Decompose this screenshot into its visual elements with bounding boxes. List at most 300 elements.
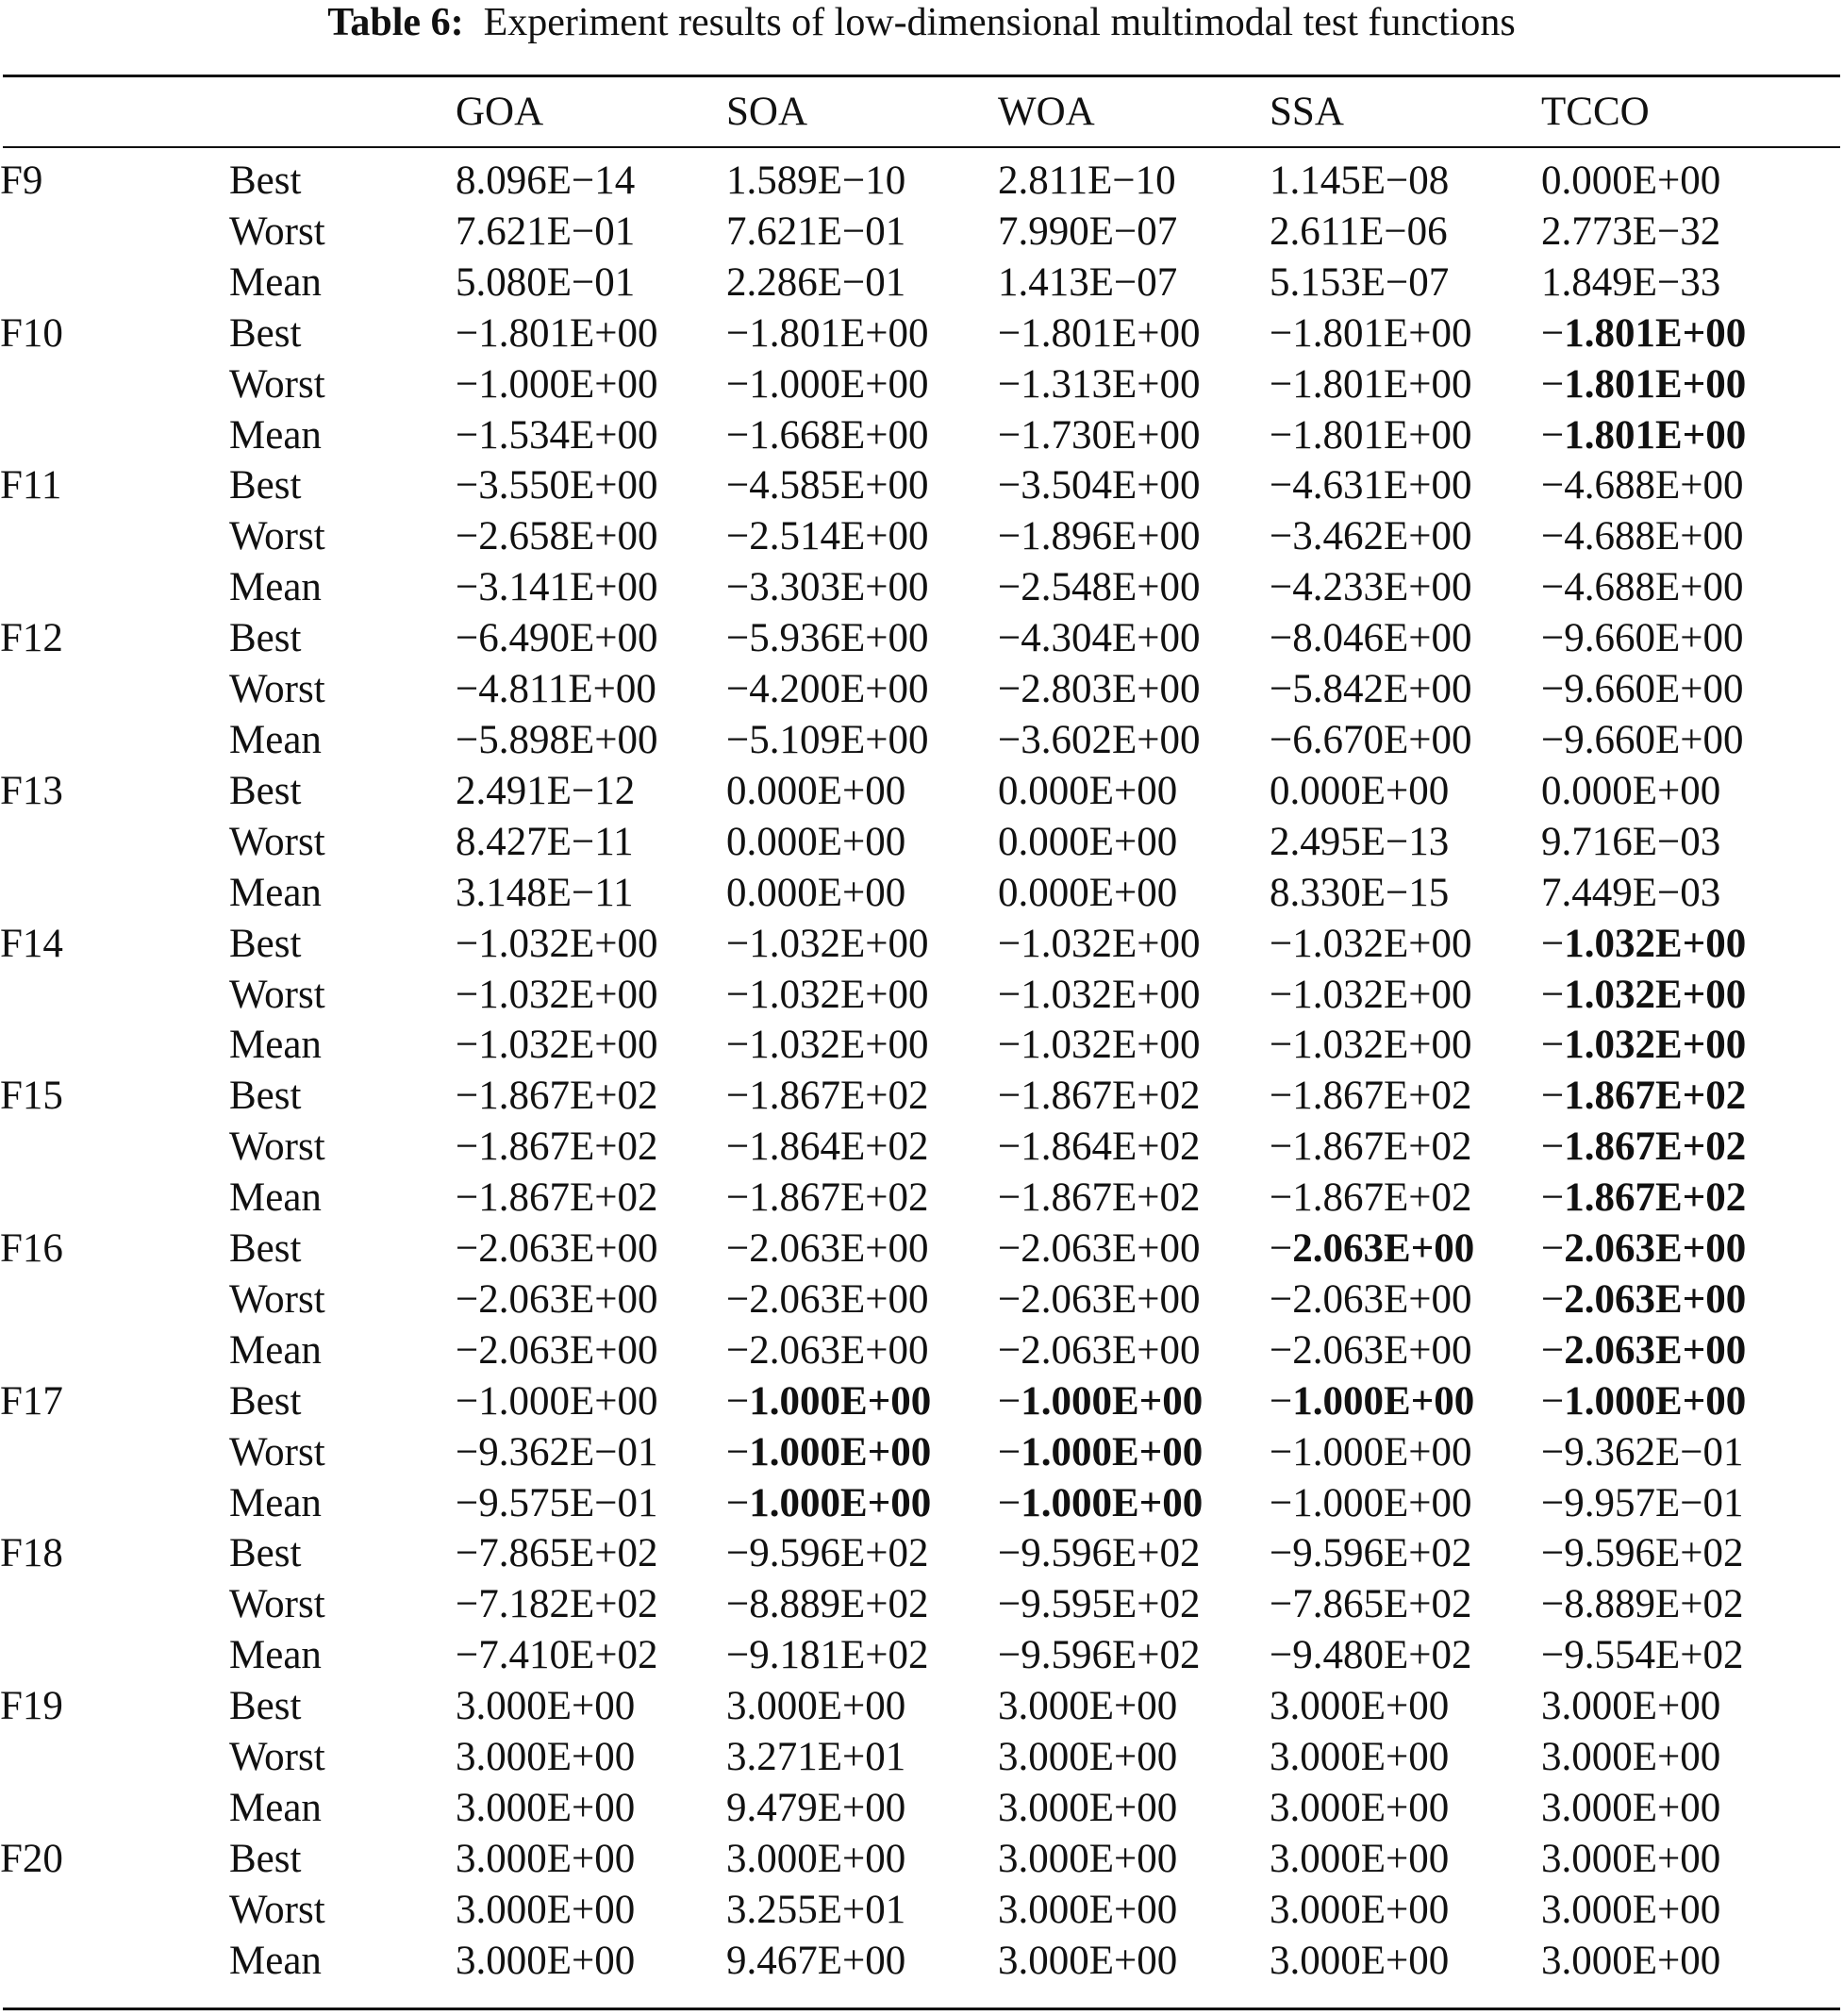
table-row	[0, 207, 1843, 258]
value-cell-tcco: 9.716E−03	[1541, 819, 1721, 864]
table-row	[0, 1783, 1843, 1834]
value-cell-ssa: −1.000E+00	[1270, 1480, 1472, 1525]
value-cell-woa: −1.867E+02	[998, 1074, 1201, 1119]
table-row	[0, 1681, 1843, 1732]
column-header-woa: WOA	[998, 90, 1095, 134]
table-row	[0, 1122, 1843, 1173]
stat-label: Worst	[229, 1582, 325, 1627]
column-header-function	[0, 77, 229, 146]
value-cell-woa: −1.032E+00	[998, 972, 1201, 1017]
value-cell-woa: −1.032E+00	[998, 921, 1201, 966]
value-cell-soa: −1.864E+02	[726, 1125, 929, 1170]
function-label: F18	[0, 1531, 63, 1576]
value-cell-woa: −1.313E+00	[998, 361, 1201, 407]
function-label	[0, 868, 229, 919]
value-cell-tcco: −1.801E+00	[1541, 361, 1747, 407]
value-cell-soa: −1.000E+00	[726, 1429, 932, 1475]
table-row	[0, 1936, 1843, 1987]
value-cell-tcco: 0.000E+00	[1541, 768, 1721, 813]
stat-label: Best	[229, 616, 302, 661]
table-row	[0, 258, 1843, 308]
function-label	[0, 715, 229, 766]
value-cell-soa: −1.032E+00	[726, 972, 929, 1017]
value-cell-goa: −2.063E+00	[456, 1327, 658, 1373]
table-row	[0, 1427, 1843, 1478]
value-cell-soa: 0.000E+00	[726, 870, 906, 915]
table-row	[0, 562, 1843, 613]
value-cell-goa: −4.811E+00	[456, 667, 656, 712]
function-label	[0, 1020, 229, 1071]
value-cell-ssa: −1.867E+02	[1270, 1175, 1472, 1221]
table-row	[0, 817, 1843, 868]
table-caption	[0, 0, 1843, 45]
results-table-header	[0, 77, 1843, 146]
value-cell-soa: −1.668E+00	[726, 412, 929, 458]
value-cell-tcco: 7.449E−03	[1541, 870, 1721, 915]
value-cell-soa: 0.000E+00	[726, 819, 906, 864]
value-cell-woa: 1.413E−07	[998, 259, 1178, 305]
table-row	[0, 1020, 1843, 1071]
value-cell-woa: 3.000E+00	[998, 1836, 1178, 1881]
stat-label: Worst	[229, 514, 325, 559]
value-cell-ssa: 3.000E+00	[1270, 1786, 1450, 1830]
value-cell-goa: 5.080E−01	[456, 259, 636, 305]
stat-label: Best	[229, 768, 302, 813]
table-row	[0, 868, 1843, 919]
table-row	[0, 1224, 1843, 1275]
value-cell-soa: −8.889E+02	[726, 1582, 929, 1627]
value-cell-soa: −9.181E+02	[726, 1633, 929, 1678]
stat-label: Mean	[229, 1786, 322, 1830]
value-cell-soa: 9.479E+00	[726, 1786, 906, 1830]
value-cell-ssa: −1.000E+00	[1270, 1429, 1472, 1475]
value-cell-goa: −3.141E+00	[456, 565, 658, 610]
table-row	[0, 1173, 1843, 1224]
function-label	[0, 1427, 229, 1478]
value-cell-soa: −1.032E+00	[726, 1023, 929, 1068]
value-cell-woa: −2.063E+00	[998, 1327, 1201, 1373]
value-cell-soa: −4.585E+00	[726, 463, 929, 508]
stat-label: Mean	[229, 565, 322, 610]
value-cell-ssa: 3.000E+00	[1270, 1836, 1450, 1881]
value-cell-goa: −7.182E+02	[456, 1582, 658, 1627]
stat-label: Mean	[229, 870, 322, 915]
value-cell-goa: −1.867E+02	[456, 1074, 658, 1119]
function-label: F16	[0, 1226, 63, 1272]
function-label	[0, 970, 229, 1021]
stat-label: Mean	[229, 1938, 322, 1983]
value-cell-woa: 3.000E+00	[998, 1786, 1178, 1830]
value-cell-tcco: −4.688E+00	[1541, 463, 1744, 508]
value-cell-ssa: −9.480E+02	[1270, 1633, 1472, 1678]
stat-label: Worst	[229, 1429, 325, 1475]
value-cell-tcco: −9.660E+00	[1541, 616, 1744, 661]
function-label	[0, 1275, 229, 1325]
value-cell-tcco: −1.000E+00	[1541, 1378, 1747, 1424]
function-label	[0, 817, 229, 868]
value-cell-ssa: −1.801E+00	[1270, 310, 1472, 356]
function-label	[0, 562, 229, 613]
header-rule	[3, 146, 1840, 148]
table-row	[0, 1885, 1843, 1936]
function-label	[0, 1630, 229, 1681]
value-cell-goa: −1.867E+02	[456, 1175, 658, 1221]
table-row	[0, 156, 1843, 207]
function-label	[0, 1173, 229, 1224]
column-header-tcco: TCCO	[1541, 90, 1650, 134]
value-cell-woa: −2.803E+00	[998, 667, 1201, 712]
table-row	[0, 613, 1843, 664]
function-label	[0, 258, 229, 308]
value-cell-ssa: −4.233E+00	[1270, 565, 1472, 610]
value-cell-tcco: 0.000E+00	[1541, 158, 1721, 203]
value-cell-soa: 0.000E+00	[726, 768, 906, 813]
stat-label: Best	[229, 1378, 302, 1424]
stat-label: Best	[229, 1531, 302, 1576]
value-cell-tcco: 3.000E+00	[1541, 1684, 1721, 1729]
value-cell-ssa: 2.611E−06	[1270, 208, 1448, 254]
column-header-stat	[229, 77, 456, 146]
value-cell-goa: −2.658E+00	[456, 514, 658, 559]
value-cell-soa: −1.867E+02	[726, 1074, 929, 1119]
table-row	[0, 1275, 1843, 1325]
stat-label: Mean	[229, 1480, 322, 1525]
function-label: F15	[0, 1074, 63, 1119]
value-cell-tcco: 3.000E+00	[1541, 1836, 1721, 1881]
value-cell-soa: −4.200E+00	[726, 667, 929, 712]
value-cell-ssa: 5.153E−07	[1270, 259, 1450, 305]
value-cell-soa: −2.514E+00	[726, 514, 929, 559]
function-label	[0, 511, 229, 562]
value-cell-ssa: −1.801E+00	[1270, 412, 1472, 458]
value-cell-soa: −2.063E+00	[726, 1327, 929, 1373]
value-cell-tcco: −4.688E+00	[1541, 514, 1744, 559]
function-label	[0, 1478, 229, 1529]
stat-label: Worst	[229, 361, 325, 407]
value-cell-woa: −3.602E+00	[998, 717, 1201, 762]
value-cell-soa: −2.063E+00	[726, 1276, 929, 1322]
value-cell-woa: −2.063E+00	[998, 1276, 1201, 1322]
value-cell-woa: 2.811E−10	[998, 158, 1176, 203]
value-cell-woa: −1.032E+00	[998, 1023, 1201, 1068]
function-label: F13	[0, 768, 63, 813]
table-row	[0, 1071, 1843, 1122]
function-label: F17	[0, 1378, 63, 1424]
value-cell-goa: 3.000E+00	[456, 1786, 636, 1830]
value-cell-ssa: 3.000E+00	[1270, 1735, 1450, 1780]
value-cell-woa: −1.864E+02	[998, 1125, 1201, 1170]
stat-label: Best	[229, 921, 302, 966]
function-label	[0, 1732, 229, 1783]
value-cell-tcco: −1.867E+02	[1541, 1175, 1747, 1221]
value-cell-soa: 9.467E+00	[726, 1938, 906, 1983]
value-cell-ssa: 3.000E+00	[1270, 1684, 1450, 1729]
value-cell-tcco: −1.867E+02	[1541, 1074, 1747, 1119]
stat-label: Best	[229, 310, 302, 356]
function-label: F11	[0, 463, 62, 508]
stat-label: Best	[229, 1836, 302, 1881]
table-row	[0, 460, 1843, 511]
table-caption-label: Table 6:	[327, 1, 464, 44]
value-cell-woa: −1.000E+00	[998, 1429, 1204, 1475]
stat-label: Mean	[229, 259, 322, 305]
value-cell-tcco: −1.801E+00	[1541, 310, 1747, 356]
value-cell-woa: 3.000E+00	[998, 1938, 1178, 1983]
value-cell-woa: −2.063E+00	[998, 1226, 1201, 1272]
value-cell-goa: 3.000E+00	[456, 1735, 636, 1780]
value-cell-ssa: −2.063E+00	[1270, 1327, 1472, 1373]
function-label	[0, 359, 229, 410]
table-row	[0, 410, 1843, 461]
function-label	[0, 1325, 229, 1376]
column-header-soa: SOA	[726, 90, 808, 134]
value-cell-tcco: −9.362E−01	[1541, 1429, 1744, 1475]
function-label: F20	[0, 1836, 63, 1881]
value-cell-soa: −5.109E+00	[726, 717, 929, 762]
value-cell-goa: 8.096E−14	[456, 158, 636, 203]
column-header-goa: GOA	[456, 90, 544, 134]
value-cell-soa: −1.000E+00	[726, 1480, 932, 1525]
stat-label: Worst	[229, 1276, 325, 1322]
bottom-rule	[3, 2008, 1840, 2010]
stat-label: Worst	[229, 208, 325, 254]
function-label	[0, 1783, 229, 1834]
value-cell-ssa: −9.596E+02	[1270, 1531, 1472, 1576]
value-cell-woa: −2.548E+00	[998, 565, 1201, 610]
value-cell-goa: −2.063E+00	[456, 1226, 658, 1272]
table-row	[0, 766, 1843, 817]
stat-label: Worst	[229, 1735, 325, 1780]
value-cell-goa: 7.621E−01	[456, 208, 636, 254]
value-cell-woa: −1.867E+02	[998, 1175, 1201, 1221]
value-cell-ssa: 2.495E−13	[1270, 819, 1450, 864]
value-cell-ssa: 1.145E−08	[1270, 158, 1450, 203]
value-cell-goa: −1.801E+00	[456, 310, 658, 356]
table-row	[0, 308, 1843, 359]
stat-label: Best	[229, 1684, 302, 1729]
value-cell-tcco: −9.554E+02	[1541, 1633, 1744, 1678]
value-cell-ssa: −4.631E+00	[1270, 463, 1472, 508]
value-cell-woa: −9.596E+02	[998, 1531, 1201, 1576]
table-row	[0, 1732, 1843, 1783]
table-row	[0, 1376, 1843, 1427]
value-cell-tcco: −1.032E+00	[1541, 972, 1747, 1017]
value-cell-woa: 3.000E+00	[998, 1887, 1178, 1932]
value-cell-tcco: −9.660E+00	[1541, 717, 1744, 762]
stat-label: Mean	[229, 717, 322, 762]
value-cell-ssa: −6.670E+00	[1270, 717, 1472, 762]
value-cell-ssa: −1.032E+00	[1270, 1023, 1472, 1068]
value-cell-tcco: −2.063E+00	[1541, 1276, 1747, 1322]
stat-label: Worst	[229, 819, 325, 864]
value-cell-woa: −4.304E+00	[998, 616, 1201, 661]
value-cell-goa: −5.898E+00	[456, 717, 658, 762]
stat-label: Mean	[229, 412, 322, 458]
value-cell-soa: −2.063E+00	[726, 1226, 929, 1272]
table-row	[0, 1528, 1843, 1579]
function-label: F10	[0, 310, 63, 356]
table-row	[0, 1630, 1843, 1681]
value-cell-tcco: −2.063E+00	[1541, 1226, 1747, 1272]
function-label: F12	[0, 616, 63, 661]
value-cell-woa: −1.000E+00	[998, 1378, 1204, 1424]
value-cell-tcco: −9.596E+02	[1541, 1531, 1744, 1576]
value-cell-tcco: −8.889E+02	[1541, 1582, 1744, 1627]
stat-label: Mean	[229, 1023, 322, 1068]
value-cell-tcco: −2.063E+00	[1541, 1327, 1747, 1373]
value-cell-woa: −3.504E+00	[998, 463, 1201, 508]
stat-label: Mean	[229, 1175, 322, 1221]
stat-label: Mean	[229, 1327, 322, 1373]
table-row	[0, 664, 1843, 715]
value-cell-woa: −9.596E+02	[998, 1633, 1201, 1678]
value-cell-goa: −9.575E−01	[456, 1480, 658, 1525]
value-cell-soa: −1.867E+02	[726, 1175, 929, 1221]
value-cell-goa: 3.000E+00	[456, 1887, 636, 1932]
value-cell-tcco: −1.867E+02	[1541, 1125, 1747, 1170]
table-caption-text: Experiment results of low-dimensional multimodal test functions	[483, 1, 1516, 44]
value-cell-ssa: −1.867E+02	[1270, 1074, 1472, 1119]
table-row	[0, 511, 1843, 562]
value-cell-tcco: 3.000E+00	[1541, 1786, 1721, 1830]
column-header-ssa: SSA	[1270, 90, 1344, 134]
value-cell-woa: −1.896E+00	[998, 514, 1201, 559]
value-cell-soa: 3.255E+01	[726, 1887, 906, 1932]
value-cell-ssa: 3.000E+00	[1270, 1938, 1450, 1983]
table-row	[0, 1579, 1843, 1630]
value-cell-goa: −7.410E+02	[456, 1633, 658, 1678]
value-cell-goa: −1.032E+00	[456, 1023, 658, 1068]
table-row	[0, 970, 1843, 1021]
value-cell-tcco: −1.801E+00	[1541, 412, 1747, 458]
value-cell-woa: 3.000E+00	[998, 1684, 1178, 1729]
value-cell-tcco: −1.032E+00	[1541, 921, 1747, 966]
stat-label: Best	[229, 1226, 302, 1272]
function-label	[0, 1936, 229, 1987]
value-cell-tcco: 3.000E+00	[1541, 1938, 1721, 1983]
value-cell-ssa: 3.000E+00	[1270, 1887, 1450, 1932]
header-row	[0, 77, 1843, 146]
value-cell-soa: 2.286E−01	[726, 259, 906, 305]
value-cell-ssa: −2.063E+00	[1270, 1276, 1472, 1322]
value-cell-goa: 3.000E+00	[456, 1938, 636, 1983]
value-cell-tcco: 3.000E+00	[1541, 1887, 1721, 1932]
table-row	[0, 359, 1843, 410]
value-cell-soa: 3.271E+01	[726, 1735, 906, 1780]
function-label	[0, 1885, 229, 1936]
value-cell-ssa: −1.032E+00	[1270, 921, 1472, 966]
value-cell-ssa: −1.867E+02	[1270, 1125, 1472, 1170]
value-cell-soa: 3.000E+00	[726, 1684, 906, 1729]
value-cell-ssa: −5.842E+00	[1270, 667, 1472, 712]
value-cell-goa: 3.000E+00	[456, 1684, 636, 1729]
stat-label: Best	[229, 158, 302, 203]
table-row	[0, 1478, 1843, 1529]
value-cell-soa: −3.303E+00	[726, 565, 929, 610]
value-cell-goa: −1.032E+00	[456, 921, 658, 966]
table-row	[0, 1834, 1843, 1885]
function-label	[0, 410, 229, 461]
value-cell-goa: −1.867E+02	[456, 1125, 658, 1170]
function-label	[0, 1579, 229, 1630]
table-row	[0, 919, 1843, 970]
value-cell-ssa: −1.000E+00	[1270, 1378, 1475, 1424]
value-cell-ssa: −1.801E+00	[1270, 361, 1472, 407]
value-cell-ssa: 0.000E+00	[1270, 768, 1450, 813]
value-cell-goa: 3.000E+00	[456, 1836, 636, 1881]
value-cell-tcco: −9.957E−01	[1541, 1480, 1744, 1525]
value-cell-goa: −7.865E+02	[456, 1531, 658, 1576]
value-cell-soa: −9.596E+02	[726, 1531, 929, 1576]
value-cell-woa: 0.000E+00	[998, 819, 1178, 864]
table-body	[0, 156, 1843, 1987]
table-row	[0, 1325, 1843, 1376]
value-cell-goa: −6.490E+00	[456, 616, 658, 661]
value-cell-goa: −1.534E+00	[456, 412, 658, 458]
value-cell-soa: −1.000E+00	[726, 361, 929, 407]
value-cell-woa: 3.000E+00	[998, 1735, 1178, 1780]
stat-label: Worst	[229, 667, 325, 712]
function-label	[0, 664, 229, 715]
value-cell-ssa: 8.330E−15	[1270, 870, 1450, 915]
value-cell-goa: −1.000E+00	[456, 361, 658, 407]
value-cell-soa: −5.936E+00	[726, 616, 929, 661]
stat-label: Best	[229, 1074, 302, 1119]
value-cell-soa: 3.000E+00	[726, 1836, 906, 1881]
value-cell-tcco: −4.688E+00	[1541, 565, 1744, 610]
value-cell-tcco: 2.773E−32	[1541, 208, 1721, 254]
value-cell-tcco: −9.660E+00	[1541, 667, 1744, 712]
value-cell-soa: −1.032E+00	[726, 921, 929, 966]
stat-label: Mean	[229, 1633, 322, 1678]
value-cell-ssa: −2.063E+00	[1270, 1226, 1475, 1272]
value-cell-goa: −3.550E+00	[456, 463, 658, 508]
function-label: F9	[0, 158, 43, 203]
value-cell-goa: −1.032E+00	[456, 972, 658, 1017]
value-cell-woa: 0.000E+00	[998, 870, 1178, 915]
stat-label: Worst	[229, 1887, 325, 1932]
value-cell-woa: −9.595E+02	[998, 1582, 1201, 1627]
value-cell-goa: 3.148E−11	[456, 870, 634, 915]
stat-label: Best	[229, 463, 302, 508]
value-cell-goa: 8.427E−11	[456, 819, 634, 864]
value-cell-tcco: −1.032E+00	[1541, 1023, 1747, 1068]
value-cell-soa: 7.621E−01	[726, 208, 906, 254]
value-cell-tcco: 1.849E−33	[1541, 259, 1721, 305]
value-cell-woa: −1.801E+00	[998, 310, 1201, 356]
value-cell-woa: −1.000E+00	[998, 1480, 1204, 1525]
stat-label: Worst	[229, 1125, 325, 1170]
function-label: F19	[0, 1684, 63, 1729]
value-cell-soa: −1.000E+00	[726, 1378, 932, 1424]
value-cell-goa: 2.491E−12	[456, 768, 636, 813]
value-cell-goa: −2.063E+00	[456, 1276, 658, 1322]
value-cell-goa: −1.000E+00	[456, 1378, 658, 1424]
stat-label: Worst	[229, 972, 325, 1017]
results-table-body	[0, 156, 1843, 1987]
value-cell-soa: −1.801E+00	[726, 310, 929, 356]
value-cell-woa: −1.730E+00	[998, 412, 1201, 458]
value-cell-ssa: −3.462E+00	[1270, 514, 1472, 559]
value-cell-woa: 7.990E−07	[998, 208, 1178, 254]
value-cell-goa: −9.362E−01	[456, 1429, 658, 1475]
value-cell-ssa: −8.046E+00	[1270, 616, 1472, 661]
function-label	[0, 1122, 229, 1173]
function-label	[0, 207, 229, 258]
value-cell-woa: 0.000E+00	[998, 768, 1178, 813]
value-cell-ssa: −7.865E+02	[1270, 1582, 1472, 1627]
table-row	[0, 715, 1843, 766]
